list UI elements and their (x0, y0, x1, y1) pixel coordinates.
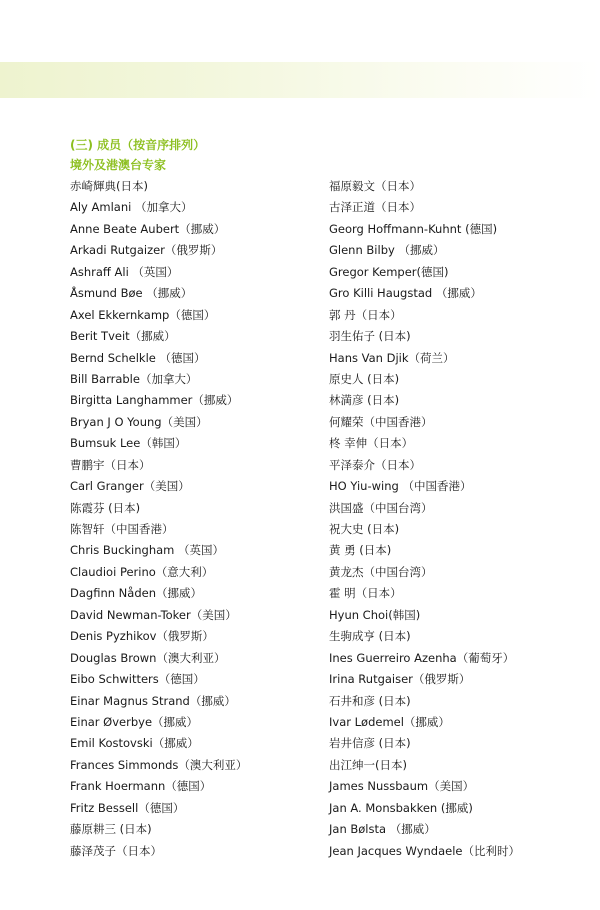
member-entry: Aly Amlani （加拿大） (70, 200, 193, 215)
member-entry: Frances Simmonds（澳大利亚） (70, 757, 248, 772)
member-entry: HO Yiu-wing （中国香港） (329, 479, 472, 494)
member-entry: Irina Rutgaiser（俄罗斯） (329, 672, 471, 687)
member-entry: 生驹成亨 (日本) (329, 629, 411, 644)
member-entry: 祝大史 (日本) (329, 522, 400, 536)
member-entry: 洪国盛（中国台湾） (329, 500, 433, 515)
member-entry: Denis Pyzhikov（俄罗斯） (70, 629, 214, 644)
member-list-right (329, 176, 589, 862)
header-decorative-band (0, 62, 600, 98)
member-entry: Birgitta Langhammer（挪威） (70, 393, 239, 408)
member-entry: Ines Guerreiro Azenha（葡萄牙） (329, 650, 515, 665)
member-entry: Hyun Choi(韩国) (329, 607, 421, 622)
section-heading (70, 135, 205, 175)
member-entry: Glenn Bilby （挪威） (329, 243, 445, 258)
member-entry: Bernd Schelkle （德国） (70, 350, 206, 365)
section-title: (三) 成员（按音序排列） (70, 138, 206, 152)
member-list-left (70, 176, 310, 862)
member-entry: 岩井信彦 (日本) (329, 736, 411, 751)
member-entry: James Nussbaum（美国） (329, 779, 475, 794)
member-entry: 藤泽茂子（日本） (70, 843, 162, 858)
member-entry: 霍 明（日本） (329, 586, 402, 601)
member-entry: Jan A. Monsbakken (挪威) (329, 800, 473, 815)
member-entry: Carl Granger（美国） (70, 479, 190, 494)
member-entry: Frank Hoermann（德国） (70, 779, 212, 794)
member-entry: Åsmund Bøe （挪威） (70, 286, 193, 301)
member-entry: 郭 丹（日本） (329, 307, 402, 322)
section-subtitle: 境外及港澳台专家 (70, 158, 167, 172)
member-entry: 藤原耕三 (日本) (70, 822, 152, 837)
member-entry: 福原毅文（日本） (329, 179, 421, 193)
member-entry: Dagfinn Nåden（挪威） (70, 586, 202, 601)
member-entry: Ivar Lødemel（挪威） (329, 714, 450, 729)
member-entry: Emil Kostovski（挪威） (70, 736, 199, 751)
member-entry: Hans Van Djik（荷兰） (329, 350, 455, 365)
member-entry: 黄 勇 (日本) (329, 543, 392, 558)
member-entry: 林満彦 (日本) (329, 393, 400, 408)
member-entry: Gro Killi Haugstad （挪威） (329, 286, 482, 301)
member-entry: Anne Beate Aubert（挪威） (70, 221, 226, 236)
member-entry: Chris Buckingham （英国） (70, 543, 225, 558)
member-entry: 石井和彦 (日本) (329, 693, 411, 708)
member-entry: Axel Ekkernkamp（德国） (70, 307, 216, 322)
member-entry: 曹鹏宇（日本） (70, 457, 151, 472)
member-entry: Jean Jacques Wyndaele（比利时） (329, 843, 520, 858)
member-entry: 黄龙杰（中国台湾） (329, 564, 433, 579)
member-entry: 出江绅一(日本) (329, 757, 407, 772)
member-entry: Douglas Brown（澳大利亚） (70, 650, 226, 665)
member-entry: Bumsuk Lee（韩国） (70, 436, 187, 451)
member-entry: Fritz Bessell（德国） (70, 800, 185, 815)
member-entry: Jan Bølsta （挪威） (329, 822, 436, 837)
member-entry: 羽生佑子 (日本) (329, 329, 411, 344)
member-entry: Berit Tveit（挪威） (70, 329, 176, 344)
member-entry: Einar Magnus Strand（挪威） (70, 693, 236, 708)
member-entry: 陈智轩（中国香港） (70, 522, 174, 536)
member-entry: 赤崎輝典(日本) (70, 179, 148, 193)
member-entry: Bryan J O Young（美国） (70, 414, 208, 429)
member-entry: 古泽正道（日本） (329, 200, 421, 215)
member-entry: Bill Barrable（加拿大） (70, 371, 198, 386)
member-entry: 原史人 (日本) (329, 371, 400, 386)
member-entry: 柊 幸伸（日本） (329, 436, 414, 451)
member-entry: Georg Hoffmann-Kuhnt (德国) (329, 221, 498, 236)
member-entry: Gregor Kemper(德国) (329, 264, 449, 279)
member-entry: 陈霞芬 (日本) (70, 500, 141, 515)
member-entry: 平泽泰介（日本） (329, 457, 421, 472)
member-entry: Einar Øverbye（挪威） (70, 714, 199, 729)
member-entry: Ashraff Ali （英国） (70, 264, 179, 279)
member-entry: Arkadi Rutgaizer（俄罗斯） (70, 243, 223, 258)
member-entry: David Newman-Toker（美国） (70, 607, 237, 622)
member-entry: Eibo Schwitters（德国） (70, 672, 205, 687)
member-entry: 何耀荣（中国香港） (329, 414, 433, 429)
member-entry: Claudioi Perino（意大利） (70, 564, 214, 579)
